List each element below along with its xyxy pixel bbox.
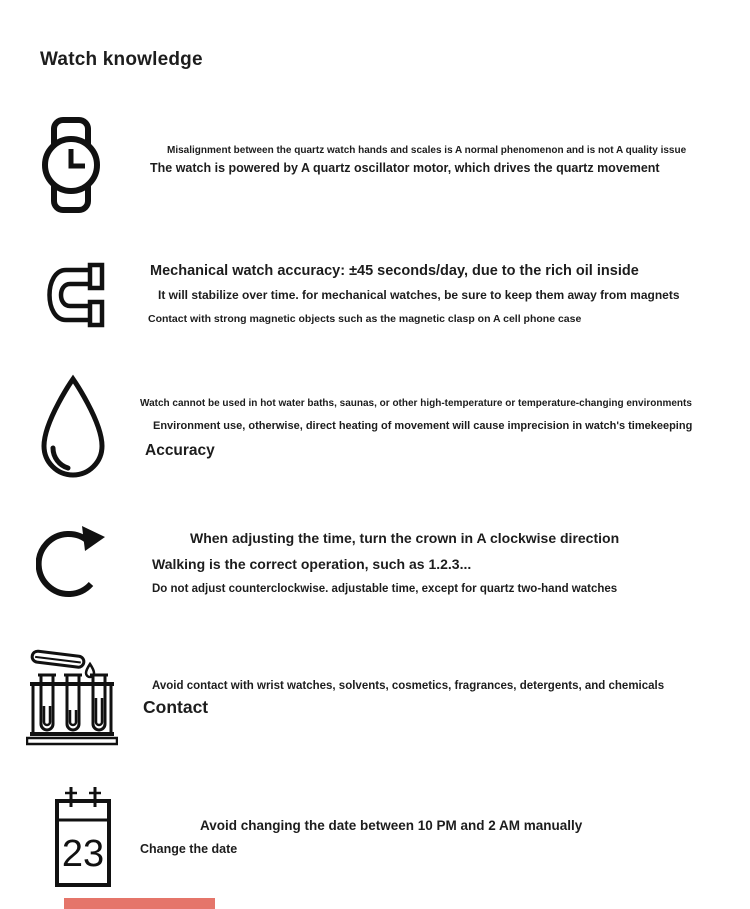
temperature-sub-line: Environment use, otherwise, direct heating of movement will cause imprecision in watch's timekeeping	[153, 420, 693, 432]
temperature-heading: Accuracy	[145, 442, 215, 459]
crown-main-line: When adjusting the time, turn the crown in A clockwise direction	[190, 530, 620, 546]
crown-sub-line: Walking is the correct operation, such as 1.2.3...	[152, 556, 472, 572]
page-title: Watch knowledge	[40, 48, 203, 70]
partial-section-banner	[64, 898, 215, 909]
calendar-icon	[54, 785, 112, 888]
date-main-line: Avoid changing the date between 10 PM and 2 AM manually	[200, 818, 583, 833]
quartz-note-line: Misalignment between the quartz watch hands and scales is A normal phenomenon and is not A quality issue	[167, 145, 687, 156]
temperature-note-line: Watch cannot be used in hot water baths, saunas, or other high-temperature or temperature-changing environments	[140, 398, 692, 409]
magnet-sub-line: It will stabilize over time. for mechanical watches, be sure to keep them away from magnets	[158, 288, 680, 302]
calendar-day-number: 23	[61, 833, 105, 875]
test-tubes-icon	[26, 641, 118, 747]
wristwatch-icon	[40, 116, 102, 214]
magnet-main-line: Mechanical watch accuracy: ±45 seconds/day, due to the rich oil inside	[150, 263, 639, 279]
magnet-icon	[38, 260, 106, 330]
crown-note-line: Do not adjust counterclockwise. adjustable time, except for quartz two-hand watches	[152, 583, 618, 595]
contact-heading: Contact	[143, 697, 209, 717]
contact-note-line: Avoid contact with wrist watches, solvents, cosmetics, fragrances, detergents, and chemicals	[152, 680, 665, 692]
date-sub-line: Change the date	[140, 842, 238, 856]
quartz-main-line: The watch is powered by A quartz oscillator motor, which drives the quartz movement	[150, 161, 660, 175]
water-drop-icon	[36, 374, 110, 482]
clockwise-arrow-icon	[36, 516, 108, 602]
magnet-note-line: Contact with strong magnetic objects such as the magnetic clasp on A cell phone case	[148, 313, 582, 325]
